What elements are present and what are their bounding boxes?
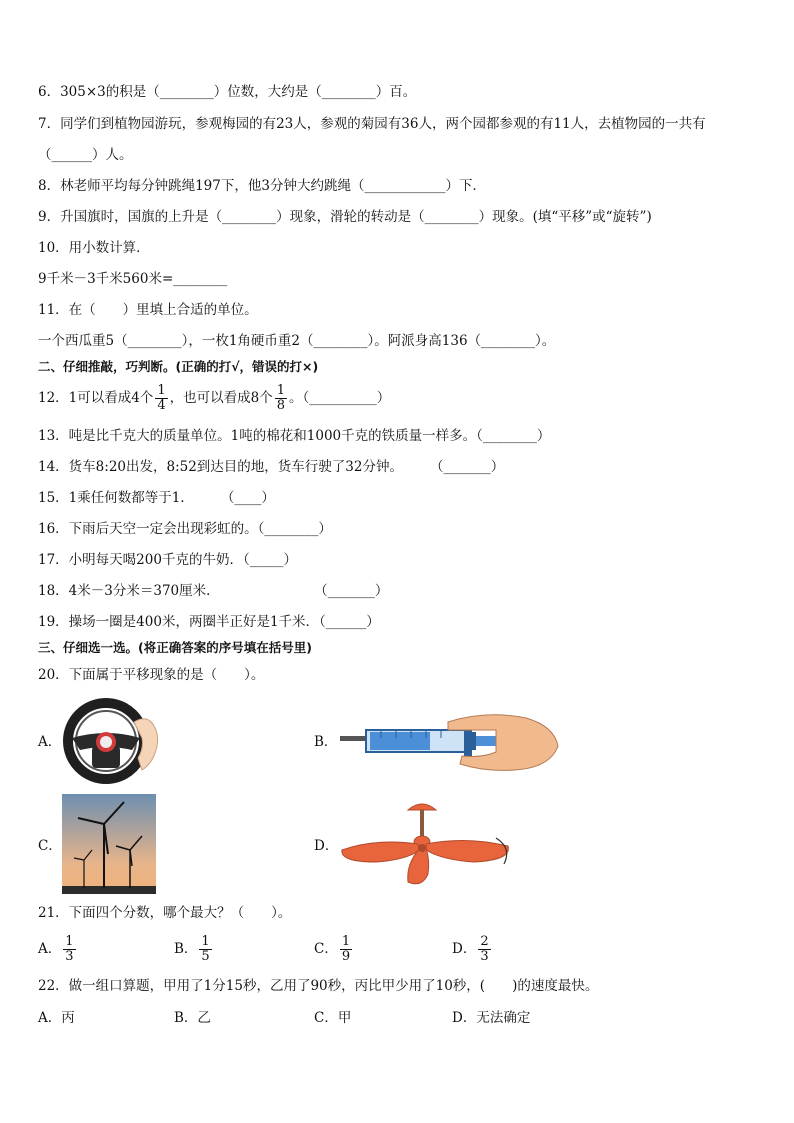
option-c-label: C．: [38, 838, 62, 854]
fraction-one-eighth: $\frac{1}{8}$: [276, 383, 286, 413]
question-10: 10．用小数计算．: [38, 240, 150, 256]
question-20: 20．下面属于平移现象的是（ ）。: [38, 667, 265, 683]
question-15: 15．1乘任何数都等于1． （____）: [38, 490, 275, 506]
question-21: 21．下面四个分数，哪个最大？（ ）。: [38, 905, 292, 921]
question-17: 17．小明每天喝200千克的牛奶．（_____）: [38, 552, 297, 568]
question-18: 18．4米－3分米＝370厘米． （_______）: [38, 583, 389, 599]
ceiling-fan-icon: [336, 798, 518, 890]
q21-option-b: B． $\frac{1}{5}$: [174, 934, 210, 964]
question-8: 8．林老师平均每分钟跳绳197下，他3分钟大约跳绳（____________）下．: [38, 178, 486, 194]
fraction-one-quarter: $\frac{1}{4}$: [157, 383, 166, 413]
q21-option-d: D． $\frac{2}{3}$: [452, 934, 489, 964]
question-7-cont: （______）人。: [38, 147, 133, 163]
question-7: 7．同学们到植物园游玩，参观梅园的有23人，参观的菊园有36人，两个园都参观的有11人，去植物园的一共有: [38, 116, 706, 132]
q22-option-c: C．甲: [314, 1010, 352, 1026]
question-9: 9．升国旗时，国旗的上升是（________）现象，滑轮的转动是（________）现象。(填“平移”或“旋转”): [38, 209, 652, 225]
question-19: 19．操场一圈是400米，两圈半正好是1千米．（______）: [38, 614, 380, 630]
steering-wheel-icon: [62, 698, 166, 784]
option-b-label: B．: [314, 734, 338, 750]
option-d-label: D．: [314, 838, 339, 854]
question-6: 6．305×3的积是（________）位数，大约是（________）百。: [38, 84, 417, 100]
option-a-label: A．: [38, 734, 62, 750]
question-11-items: 一个西瓜重5（________），一枚1角硬币重2（________）。阿派身高136（________）。: [38, 333, 556, 349]
q22-option-d: D．无法确定: [452, 1010, 531, 1026]
q21-option-a: A． $\frac{1}{3}$: [38, 934, 74, 964]
question-10-expr: 9千米－3千米560米=________: [38, 271, 228, 287]
section-3-heading: 三、仔细选一选。(将正确答案的序号填在括号里): [38, 640, 312, 655]
question-13: 13．吨是比千克大的质量单位。1吨的棉花和1000千克的铁质量一样多。（________）: [38, 428, 551, 444]
question-16: 16．下雨后天空一定会出现彩虹的。（________）: [38, 521, 332, 537]
question-14: 14．货车8:20出发，8:52到达目的地，货车行驶了32分钟。 （_______）: [38, 459, 505, 475]
fraction: $\frac{1}{3}$: [65, 934, 74, 964]
fraction: $\frac{1}{9}$: [341, 934, 351, 964]
syringe-icon: [336, 712, 560, 774]
question-12: 12．1可以看成4个 $\frac{1}{4}$ ，也可以看成8个 $\frac{1}{8}$ 。（__________）: [38, 383, 391, 413]
question-11: 11．在（ ）里填上合适的单位。: [38, 302, 258, 318]
section-2-heading: 二、仔细推敲，巧判断。(正确的打√，错误的打×): [38, 359, 319, 374]
q22-option-a: A．丙: [38, 1010, 75, 1026]
q21-option-c: C． $\frac{1}{9}$: [314, 934, 351, 964]
fraction: $\frac{1}{5}$: [201, 934, 210, 964]
question-22: 22．做一组口算题，甲用了1分15秒，乙用了90秒，丙比甲少用了10秒，( )的速度最快。: [38, 978, 599, 994]
fraction: $\frac{2}{3}$: [480, 934, 489, 964]
q22-option-b: B．乙: [174, 1010, 211, 1026]
wind-turbines-icon: [62, 794, 156, 894]
